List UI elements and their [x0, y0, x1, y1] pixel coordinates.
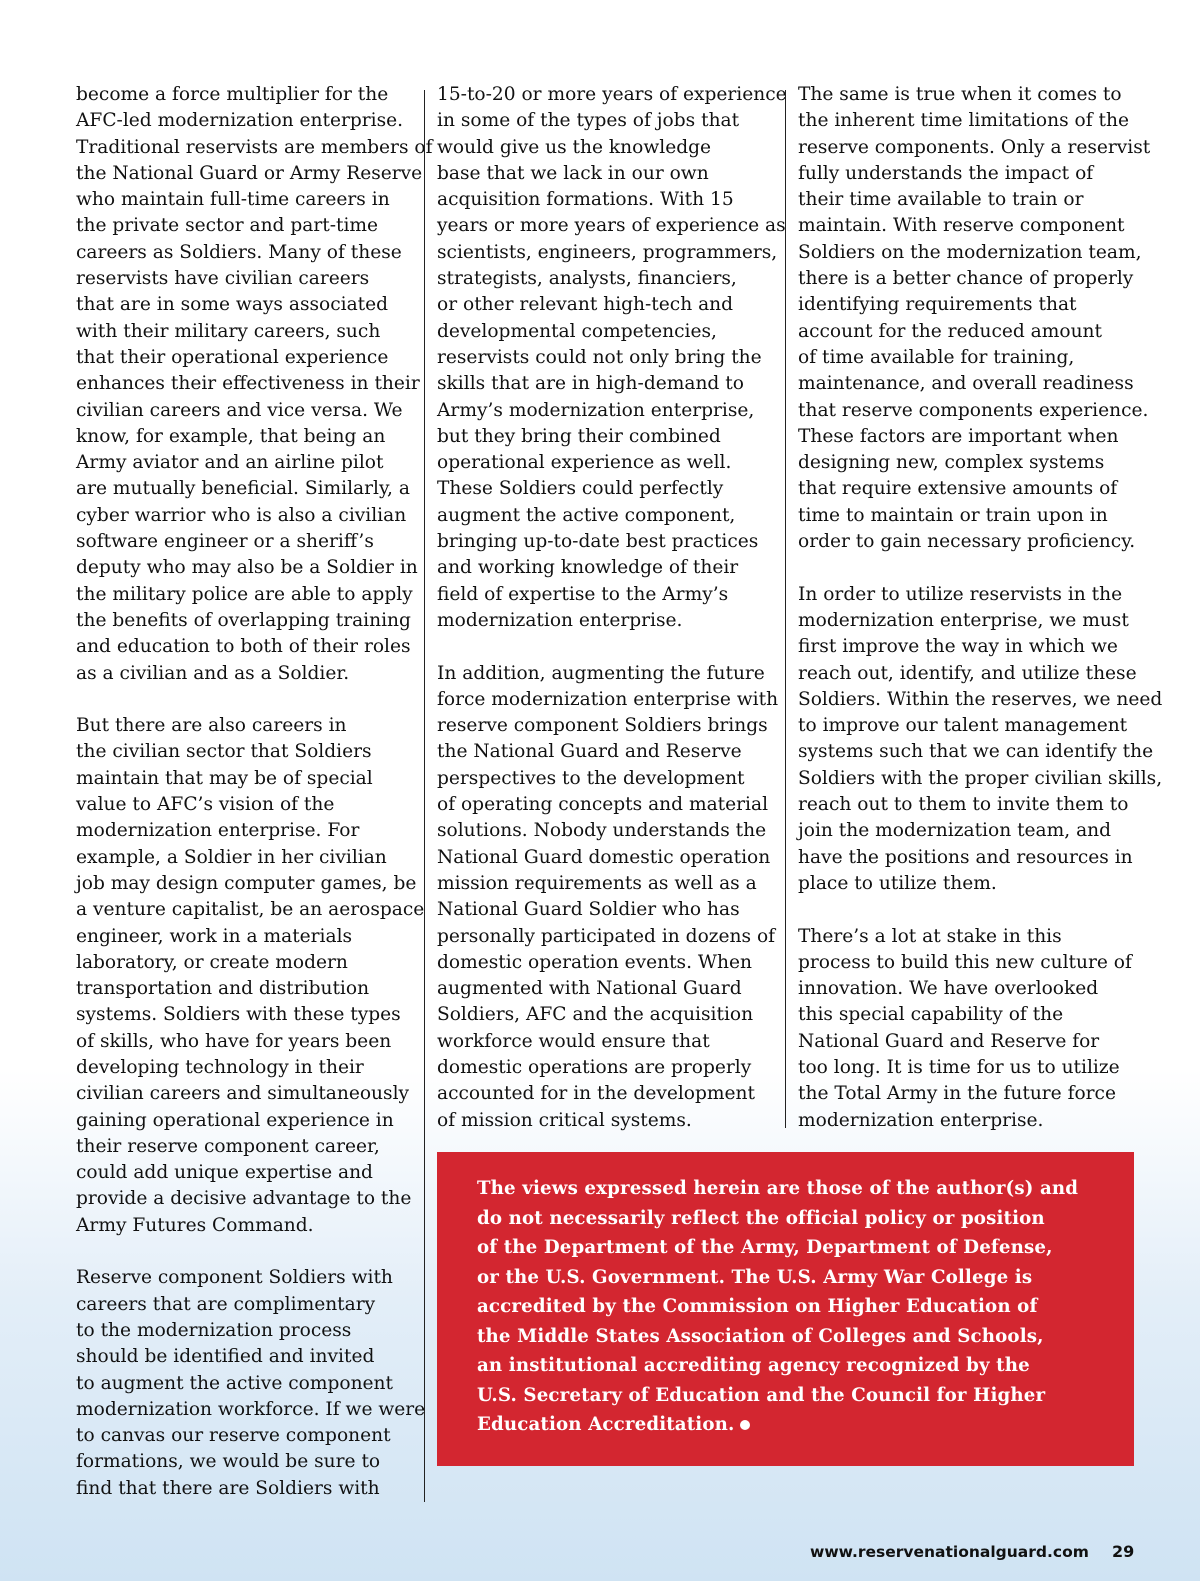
text-line: value to AFC’s vision of the [76, 794, 335, 816]
text-line: that reserve components experience. [798, 399, 1149, 421]
disclaimer-line-text: The views expressed herein are those of the author(s) and [477, 1178, 1079, 1199]
text-line: account for the reduced amount [798, 320, 1103, 342]
text-line: modernization workforce. If we were [76, 1398, 426, 1420]
text-line: this special capability of the [798, 1004, 1064, 1026]
text-line: transportation and distribution [76, 978, 370, 1000]
text-line: scientists, engineers, programmers, [437, 241, 778, 263]
text-line: maintenance, and overall readiness [798, 373, 1134, 395]
text-line: are mutually beneficial. Similarly, a [76, 478, 410, 500]
text-line: bringing up-to-date best practices [437, 531, 759, 553]
disclaimer-line [477, 1292, 1114, 1322]
text-line: There’s a lot at stake in this [798, 925, 1062, 947]
text-line: solutions. Nobody understands the [437, 820, 767, 842]
text-line: modernization enterprise. [437, 609, 683, 631]
text-line: reserve components. Only a reservist [798, 136, 1151, 158]
text-line: National Guard and Reserve for [798, 1030, 1100, 1052]
paragraph [798, 82, 1151, 555]
text-line: careers as Soldiers. Many of these [76, 241, 402, 263]
text-line: 15-to-20 or more years of experience [437, 84, 787, 105]
disclaimer-line [477, 1174, 1114, 1204]
disclaimer-line [477, 1263, 1114, 1293]
text-line: find that there are Soldiers with [76, 1477, 380, 1499]
article-column-3 [798, 82, 1163, 1134]
text-line: reservists could not only bring the [437, 346, 762, 368]
text-line: cyber warrior who is also a civilian [76, 504, 407, 526]
text-line: modernization enterprise, we must [798, 609, 1129, 631]
text-line: would give us the knowledge [437, 136, 712, 158]
text-line: and education to both of their roles [76, 636, 411, 658]
text-line: their reserve component career, [76, 1135, 380, 1157]
disclaimer-line-text: do not necessarily reflect the official policy or position [477, 1207, 1045, 1229]
disclaimer-line-text: of the Department of the Army, Department of Defense, [477, 1237, 1053, 1258]
page-number: 29 [1112, 1542, 1135, 1561]
text-line: developing technology in their [76, 1056, 364, 1078]
text-line: that require extensive amounts of [798, 478, 1118, 500]
text-line: reservists have civilian careers [76, 268, 370, 290]
text-line: Army Futures Command. [76, 1214, 314, 1236]
text-line: modernization enterprise. [798, 1109, 1044, 1131]
text-line: reach out, identify, and utilize these [798, 662, 1137, 684]
text-line: identifying requirements that [798, 294, 1077, 316]
text-line: systems such that we can identify the [798, 741, 1154, 763]
text-line: but they bring their combined [437, 425, 721, 447]
text-line: reach out to them to invite them to [798, 794, 1129, 816]
text-line: years or more years of experience as [437, 215, 786, 237]
disclaimer-line [477, 1233, 1114, 1263]
text-line: engineer, work in a materials [76, 925, 353, 947]
disclaimer-line-text: U.S. Secretary of Education and the Council for Higher [477, 1384, 1046, 1406]
text-line: the benefits of overlapping training [76, 609, 411, 631]
text-line: process to build this new culture of [798, 951, 1132, 973]
text-line: example, a Soldier in her civilian [76, 846, 387, 868]
column-divider-2 [785, 90, 786, 1128]
text-line: who maintain full-time careers in [76, 189, 390, 211]
disclaimer-line [477, 1351, 1114, 1381]
disclaimer-line [477, 1381, 1114, 1411]
text-line: In addition, augmenting the future [437, 662, 765, 684]
text-line: provide a decisive advantage to the [76, 1188, 412, 1210]
text-line: But there are also careers in [76, 715, 347, 737]
text-line: force modernization enterprise with [437, 688, 779, 710]
text-line: civilian careers and simultaneously [76, 1083, 410, 1105]
text-line: should be identified and invited [76, 1346, 375, 1368]
paragraph [76, 82, 433, 687]
text-line: the private sector and part-time [76, 215, 379, 237]
text-line: domestic operations are properly [437, 1056, 752, 1078]
text-line: Soldiers. Within the reserves, we need [798, 688, 1163, 710]
text-line: In order to utilize reservists in the [798, 583, 1123, 605]
disclaimer-line [477, 1410, 1114, 1440]
text-line: become a force multiplier for the [76, 84, 389, 105]
text-line: domestic operation events. When [437, 951, 752, 973]
text-line: of operating concepts and material [437, 794, 769, 816]
text-line: and working knowledge of their [437, 557, 739, 579]
paragraph [437, 82, 787, 634]
text-line: enhances their effectiveness in their [76, 373, 420, 395]
disclaimer-line [477, 1322, 1114, 1352]
text-line: the National Guard and Reserve [437, 741, 742, 763]
text-line: operational experience as well. [437, 452, 732, 474]
text-line: with their military careers, such [76, 320, 381, 342]
text-line: that are in some ways associated [76, 294, 389, 316]
text-line: software engineer or a sheriff’s [76, 531, 374, 553]
paragraph [437, 661, 782, 1134]
text-line: formations, we would be sure to [76, 1451, 381, 1473]
text-line: workforce would ensure that [437, 1030, 710, 1052]
text-line: These factors are important when [798, 425, 1119, 447]
text-line: deputy who may also be a Soldier in [76, 557, 418, 579]
text-line: maintain. With reserve component [798, 215, 1125, 237]
text-line: place to utilize them. [798, 872, 997, 894]
text-line: skills that are in high-demand to [437, 373, 744, 395]
disclaimer-line-text: the Middle States Association of Colleges and Schools, [477, 1325, 1044, 1347]
text-line: gaining operational experience in [76, 1109, 394, 1131]
paragraph [798, 924, 1143, 1134]
text-line: their time available to train or [798, 189, 1084, 211]
text-line: AFC-led modernization enterprise. [76, 110, 404, 132]
text-line: the Total Army in the future force [798, 1083, 1116, 1105]
text-line: designing new, complex systems [798, 452, 1105, 474]
text-line: the National Guard or Army Reserve [76, 162, 423, 184]
text-line: fully understands the impact of [798, 162, 1094, 184]
text-line: National Guard domestic operation [437, 846, 771, 868]
article-column-2 [437, 82, 787, 1134]
text-line: Army’s modernization enterprise, [437, 399, 755, 421]
text-line: These Soldiers could perfectly [437, 478, 724, 500]
text-line: perspectives to the development [437, 767, 745, 789]
article-column-1 [76, 82, 433, 1502]
text-line: augmented with National Guard [437, 978, 742, 1000]
paragraph [76, 1265, 426, 1502]
text-line: join the modernization team, and [798, 820, 1112, 842]
column-divider-1 [424, 90, 425, 1502]
text-line: modernization enterprise. For [76, 820, 360, 842]
text-line: that their operational experience [76, 346, 389, 368]
text-line: mission requirements as well as a [437, 872, 757, 894]
text-line: field of expertise to the Army’s [437, 583, 729, 605]
text-line: the civilian sector that Soldiers [76, 741, 372, 763]
text-line: National Guard Soldier who has [437, 899, 740, 921]
text-line: innovation. We have overlooked [798, 978, 1099, 1000]
disclaimer-line-text: an institutional accrediting agency recognized by the [477, 1355, 1030, 1376]
text-line: of mission critical systems. [437, 1109, 692, 1131]
text-line: Army aviator and an airline pilot [76, 452, 384, 474]
disclaimer-line-text: accredited by the Commission on Higher Education of [477, 1296, 1038, 1317]
text-line: Soldiers with the proper civilian skills, [798, 767, 1163, 789]
text-line: laboratory, or create modern [76, 951, 348, 973]
text-line: systems. Soldiers with these types [76, 1004, 401, 1026]
text-line: the military police are able to apply [76, 583, 413, 605]
text-line: of time available for training, [798, 346, 1075, 368]
footer-url[interactable]: www.reservenationalguard.com [810, 1543, 1089, 1561]
text-line: to improve our talent management [798, 715, 1128, 737]
text-line: a venture capitalist, be an aerospace [76, 899, 425, 921]
text-line: job may design computer games, be [76, 872, 417, 894]
text-line: order to gain necessary proficiency. [798, 531, 1136, 553]
text-line: the inherent time limitations of the [798, 110, 1129, 132]
text-line: careers that are complimentary [76, 1293, 376, 1315]
text-line: maintain that may be of special [76, 767, 373, 789]
text-line: base that we lack in our own [437, 162, 709, 184]
text-line: reserve component Soldiers brings [437, 715, 768, 737]
text-line: The same is true when it comes to [798, 84, 1122, 105]
text-line: augment the active component, [437, 504, 736, 526]
disclaimer-line-text: Education Accreditation. [477, 1414, 735, 1435]
text-line: Soldiers on the modernization team, [798, 241, 1142, 263]
text-line: of skills, who have for years been [76, 1030, 392, 1052]
paragraph [76, 713, 425, 1239]
text-line: strategists, analysts, financiers, [437, 268, 737, 290]
text-line: could add unique expertise and [76, 1162, 373, 1184]
text-line: time to maintain or train upon in [798, 504, 1108, 526]
text-line: to the modernization process [76, 1319, 352, 1341]
paragraph [798, 582, 1163, 898]
text-line: personally participated in dozens of [437, 925, 776, 947]
bullet-dot-icon [740, 1420, 750, 1430]
disclaimer-line [477, 1204, 1114, 1234]
text-line: to canvas our reserve component [76, 1425, 391, 1447]
text-line: Reserve component Soldiers with [76, 1267, 393, 1289]
text-line: as a civilian and as a Soldier. [76, 662, 350, 684]
text-line: first improve the way in which we [798, 636, 1118, 658]
text-line: developmental competencies, [437, 320, 717, 342]
text-line: or other relevant high-tech and [437, 294, 734, 316]
text-line: there is a better chance of properly [798, 268, 1134, 290]
text-line: Soldiers, AFC and the acquisition [437, 1004, 754, 1026]
text-line: know, for example, that being an [76, 425, 386, 447]
text-line: in some of the types of jobs that [437, 110, 740, 132]
text-line: accounted for in the development [437, 1083, 755, 1105]
text-line: too long. It is time for us to utilize [798, 1056, 1120, 1078]
text-line: Traditional reservists are members of [76, 136, 433, 158]
disclaimer-box [437, 1152, 1134, 1466]
text-line: civilian careers and vice versa. We [76, 399, 403, 421]
text-line: acquisition formations. With 15 [437, 189, 734, 211]
disclaimer-line-text: or the U.S. Government. The U.S. Army War College is [477, 1266, 1033, 1288]
text-line: have the positions and resources in [798, 846, 1133, 868]
disclaimer-text [477, 1174, 1114, 1440]
text-line: to augment the active component [76, 1372, 393, 1394]
